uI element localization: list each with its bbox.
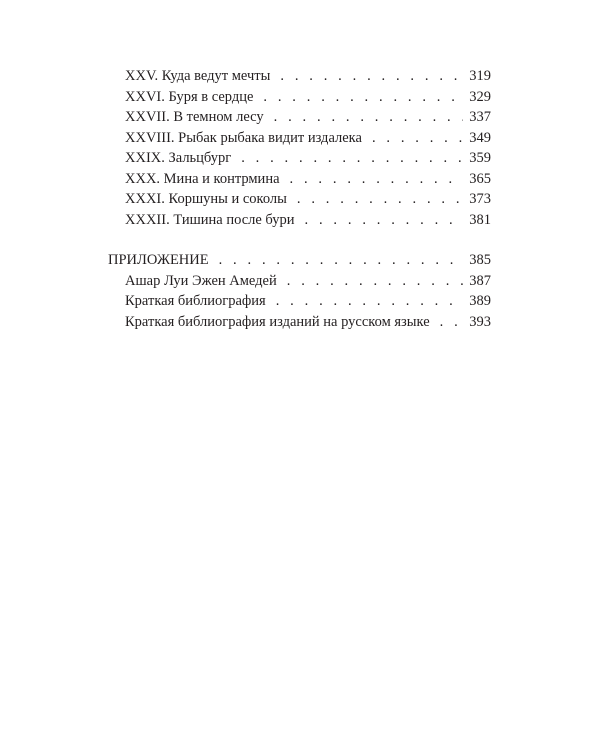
toc-entry-chapter-27[interactable]	[108, 107, 491, 128]
toc-entry-page: 319	[469, 68, 491, 84]
toc-entry-appendix[interactable]	[108, 250, 491, 271]
dot-leader	[440, 312, 463, 333]
toc-entry-page: 329	[469, 88, 491, 105]
toc-entry-chapter-31[interactable]	[108, 189, 491, 210]
toc-entry-title: XXVII. В темном лесу	[125, 109, 264, 125]
dot-leader	[297, 189, 463, 210]
toc-entry-page: 359	[469, 150, 491, 166]
toc-entry-chapter-26[interactable]	[108, 87, 491, 108]
dot-leader	[241, 148, 463, 169]
dot-leader	[276, 291, 463, 312]
toc-entry-page: 381	[469, 211, 491, 228]
toc-entry-title: XXVI. Буря в сердце	[125, 88, 254, 105]
toc-entry-chapter-29[interactable]	[108, 148, 491, 169]
toc-entry-appendix-russian-bibliography[interactable]	[108, 312, 491, 333]
toc-entry-appendix-achard[interactable]	[108, 271, 491, 292]
table-of-contents	[108, 66, 491, 332]
toc-entry-title: XXXII. Тишина после бури	[125, 211, 295, 228]
toc-entry-title: XXIX. Зальцбург	[125, 150, 232, 166]
toc-entry-page: 365	[469, 170, 491, 187]
toc-entry-page: 337	[469, 109, 491, 125]
toc-entry-title: Краткая библиография изданий на русском языке	[125, 313, 430, 330]
toc-entry-chapter-28[interactable]	[108, 128, 491, 149]
toc-entry-title: XXXI. Коршуны и соколы	[125, 191, 287, 207]
dot-leader	[274, 107, 463, 128]
toc-entry-page: 385	[469, 252, 491, 268]
dot-leader	[305, 210, 463, 231]
toc-entry-page: 389	[469, 293, 491, 309]
toc-entry-title: XXX. Мина и контрмина	[125, 170, 280, 187]
dot-leader	[290, 169, 463, 190]
dot-leader	[219, 250, 463, 271]
toc-entry-title: Ашар Луи Эжен Амедей	[125, 272, 277, 289]
toc-entry-chapter-32[interactable]	[108, 210, 491, 231]
toc-entry-page: 349	[469, 129, 491, 146]
toc-entry-chapter-30[interactable]	[108, 169, 491, 190]
toc-section-title: ПРИЛОЖЕНИЕ	[108, 252, 209, 268]
toc-entry-page: 373	[469, 191, 491, 207]
dot-leader	[372, 128, 463, 149]
toc-entry-title: Краткая библиография	[125, 293, 266, 309]
toc-entry-title: XXV. Куда ведут мечты	[125, 68, 271, 84]
toc-entry-title: XXVIII. Рыбак рыбака видит издалека	[125, 129, 362, 146]
toc-entry-chapter-25[interactable]	[108, 66, 491, 87]
toc-entry-appendix-bibliography[interactable]	[108, 291, 491, 312]
dot-leader	[263, 87, 463, 108]
dot-leader	[287, 271, 463, 292]
dot-leader	[280, 66, 463, 87]
toc-entry-page: 387	[469, 272, 491, 289]
toc-entry-page: 393	[469, 313, 491, 330]
